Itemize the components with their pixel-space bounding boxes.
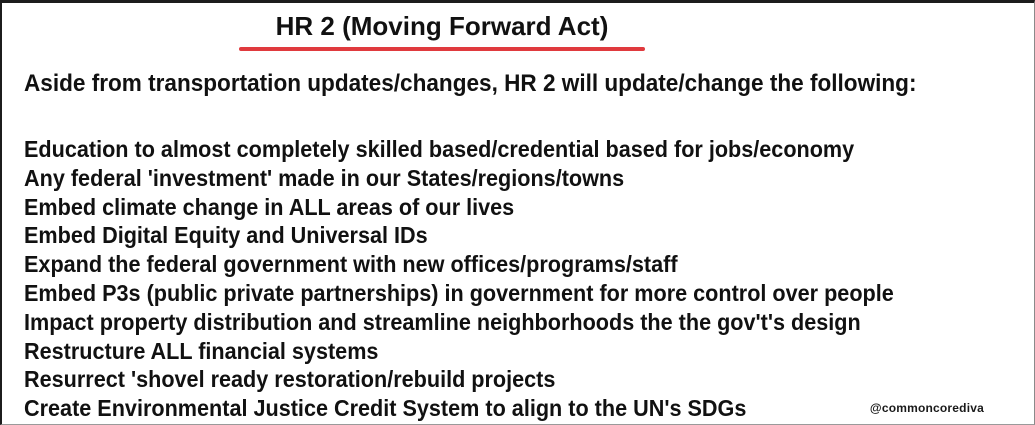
list-item: Expand the federal government with new offices/programs/staff — [24, 251, 678, 278]
list-item: Embed P3s (public private partnerships) in government for more control over people — [24, 279, 894, 306]
page-title: HR 2 (Moving Forward Act) — [275, 11, 609, 41]
list-item: Any federal 'investment' made in our States/regions/towns — [24, 164, 625, 191]
changes-list — [24, 135, 973, 423]
red-underline — [239, 47, 645, 51]
list-item: Restructure ALL financial systems — [24, 337, 379, 364]
list-item: Impact property distribution and streamline neighborhoods the the gov't's design — [24, 308, 861, 335]
list-item: Resurrect 'shovel ready restoration/rebuild projects — [24, 366, 556, 393]
title-block — [239, 11, 645, 51]
list-item: Create Environmental Justice Credit System to align to the UN's SDGs — [24, 395, 747, 422]
list-item: Education to almost completely skilled based/credential based for jobs/economy — [24, 136, 855, 162]
list-item: Embed Digital Equity and Universal IDs — [24, 222, 428, 249]
list-item: Embed climate change in ALL areas of our lives — [24, 193, 515, 220]
watermark-handle: @commoncorediva — [869, 401, 984, 415]
intro-sentence: Aside from transportation updates/changes, HR 2 will update/change the following: — [24, 70, 917, 97]
